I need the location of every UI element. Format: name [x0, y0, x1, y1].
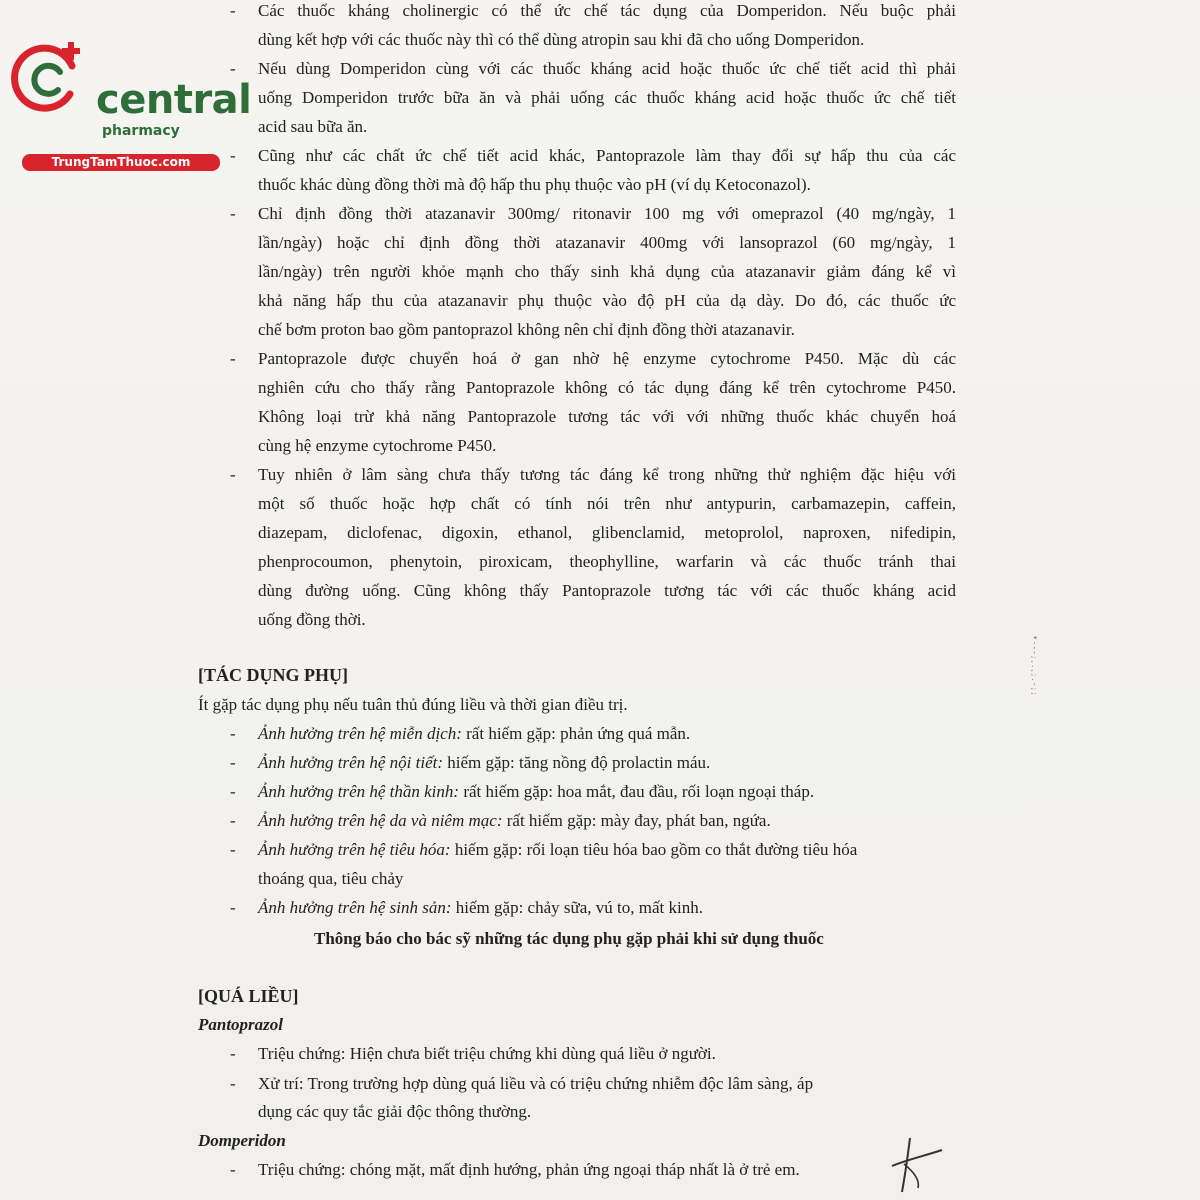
text-line: dụng các quy tắc giải độc thông thường. [258, 1102, 532, 1121]
logo-mark-icon [10, 36, 100, 116]
side-effects-notice: Thông báo cho bác sỹ những tác dụng phụ gặp phải khi sử dụng thuốc [314, 929, 824, 948]
bullet-dash: - [230, 1044, 236, 1063]
text-line: nghiên cứu cho thấy rằng Pantoprazole không có tác dụng đáng kể trên cytochrome P450. [258, 378, 956, 397]
bullet-dash: - [230, 1074, 236, 1093]
text-line: thuốc khác dùng đồng thời mà độ hấp thu phụ thuộc vào pH (ví dụ Ketoconazol). [258, 175, 811, 194]
text-line: dùng đường uống. Cũng không thấy Pantoprazole tương tác với các thuốc kháng acid [258, 581, 956, 600]
text-line: một số thuốc hoặc hợp chất có tính nói trên như antypurin, carbamazepin, caffein, [258, 494, 956, 513]
side-effects-intro: Ít gặp tác dụng phụ nếu tuân thủ đúng liều và thời gian điều trị. [198, 695, 628, 714]
text-line: dùng kết hợp với các thuốc này thì có thể dùng atropin sau khi đã cho uống Domperidon. [258, 30, 865, 49]
text-line: uống Domperidon trước bữa ăn và phải uống các thuốc kháng acid hoặc thuốc ức chế tiết [258, 88, 956, 107]
signature-icon [880, 1130, 950, 1200]
text-line: Xử trí: Trong trường hợp dùng quá liều và có triệu chứng nhiễm độc lâm sàng, áp [258, 1074, 814, 1093]
bullet-dash: - [230, 204, 236, 223]
bullet-dash: - [230, 724, 236, 743]
side-effect-item [258, 810, 771, 832]
text-line: lần/ngày) hoặc chỉ định đồng thời atazanavir 400mg với lansoprazol (60 mg/ngày, 1 [258, 233, 956, 252]
side-effect-item [258, 723, 690, 745]
text-line: chế bơm proton bao gồm pantoprazol không nên chỉ định đồng thời atazanavir. [258, 320, 795, 339]
side-effect-item [258, 781, 814, 803]
side-effect-continuation: thoáng qua, tiêu chảy [258, 869, 404, 888]
section-heading-side-effects: [TÁC DỤNG PHỤ] [198, 665, 348, 685]
section-heading-overdose: [QUÁ LIỀU] [198, 986, 299, 1006]
logo-brand-name: central [96, 77, 252, 123]
bullet-dash: - [230, 349, 236, 368]
side-effect-text: rất hiếm gặp: hoa mắt, đau đầu, rối loạn ngoại tháp. [459, 782, 815, 801]
bullet-dash: - [230, 811, 236, 830]
bullet-dash: - [230, 465, 236, 484]
text-line: diazepam, diclofenac, digoxin, ethanol, glibenclamid, metoprolol, naproxen, nifedipin, [258, 523, 956, 542]
text-line: phenprocoumon, phenytoin, piroxicam, theophylline, warfarin và các thuốc tránh thai [258, 552, 956, 571]
side-effect-item [258, 752, 710, 774]
drug-subheading-domperidon: Domperidon [198, 1131, 286, 1150]
text-line: Triệu chứng: chóng mặt, mất định hướng, phản ứng ngoại tháp nhất là ở trẻ em. [258, 1160, 800, 1179]
text-line: Tuy nhiên ở lâm sàng chưa thấy tương tác đáng kể trong những thử nghiệm đặc hiệu với [258, 465, 956, 484]
text-line: Nếu dùng Domperidon cùng với các thuốc kháng acid hoặc thuốc ức chế tiết acid thì phải [258, 59, 956, 78]
bullet-dash: - [230, 753, 236, 772]
bullet-dash: - [230, 1160, 236, 1179]
side-effect-text: rất hiếm gặp: mày đay, phát ban, ngứa. [502, 811, 771, 830]
text-line: acid sau bữa ăn. [258, 117, 368, 136]
side-effect-label: Ảnh hưởng trên hệ sinh sản: [258, 898, 452, 917]
side-effect-text: hiếm gặp: tăng nồng độ prolactin máu. [443, 753, 711, 772]
bullet-dash: - [230, 1, 236, 20]
text-line: Các thuốc kháng cholinergic có thể ức chế tác dụng của Domperidon. Nếu buộc phải [258, 1, 956, 20]
text-line: Không loại trừ khả năng Pantoprazole tương tác với với những thuốc khác chuyển hoá [258, 407, 956, 426]
text-line: Triệu chứng: Hiện chưa biết triệu chứng khi dùng quá liều ở người. [258, 1044, 716, 1063]
central-pharmacy-logo[interactable] [10, 36, 252, 169]
side-effect-text: hiếm gặp: rối loạn tiêu hóa bao gồm co thắt đường tiêu hóa [450, 840, 858, 859]
text-line: uống đồng thời. [258, 610, 366, 629]
side-effect-text: hiếm gặp: chảy sữa, vú to, mất kinh. [451, 898, 703, 917]
side-effect-item [258, 897, 703, 919]
side-effect-item [258, 839, 857, 861]
logo-subtitle: pharmacy [102, 123, 180, 139]
side-effect-label: Ảnh hưởng trên hệ miễn dịch: [258, 724, 462, 743]
drug-subheading-pantoprazol: Pantoprazol [198, 1015, 284, 1034]
side-effect-text: rất hiếm gặp: phản ứng quá mẫn. [461, 724, 691, 743]
text-line: lần/ngày) trên người khỏe mạnh cho thấy sinh khả dụng của atazanavir giảm đáng kể vì [258, 262, 956, 281]
text-line: Chỉ định đồng thời atazanavir 300mg/ ritonavir 100 mg với omeprazol (40 mg/ngày, 1 [258, 204, 956, 223]
side-effect-label: Ảnh hưởng trên hệ tiêu hóa: [258, 840, 451, 859]
margin-marks: * - - - ; , . , ; . - ; ; [1030, 636, 1038, 695]
bullet-dash: - [230, 898, 236, 917]
side-effect-label: Ảnh hưởng trên hệ da và niêm mạc: [258, 811, 503, 830]
side-effect-label: Ảnh hưởng trên hệ nội tiết: [258, 753, 444, 772]
text-line: Cũng như các chất ức chế tiết acid khác, Pantoprazole làm thay đổi sự hấp thu của các [258, 146, 956, 165]
bullet-dash: - [230, 782, 236, 801]
side-effect-label: Ảnh hưởng trên hệ thần kinh: [258, 782, 460, 801]
bullet-dash: - [230, 59, 236, 78]
bullet-dash: - [230, 146, 236, 165]
text-line: Pantoprazole được chuyển hoá ở gan nhờ hệ enzyme cytochrome P450. Mặc dù các [258, 349, 956, 368]
bullet-dash: - [230, 840, 236, 859]
text-line: cùng hệ enzyme cytochrome P450. [258, 436, 497, 455]
text-line: khả năng hấp thu của atazanavir phụ thuộc vào độ pH của dạ dày. Do đó, các thuốc ức [258, 291, 956, 310]
logo-url-badge[interactable]: TrungTamThuoc.com [22, 154, 220, 171]
